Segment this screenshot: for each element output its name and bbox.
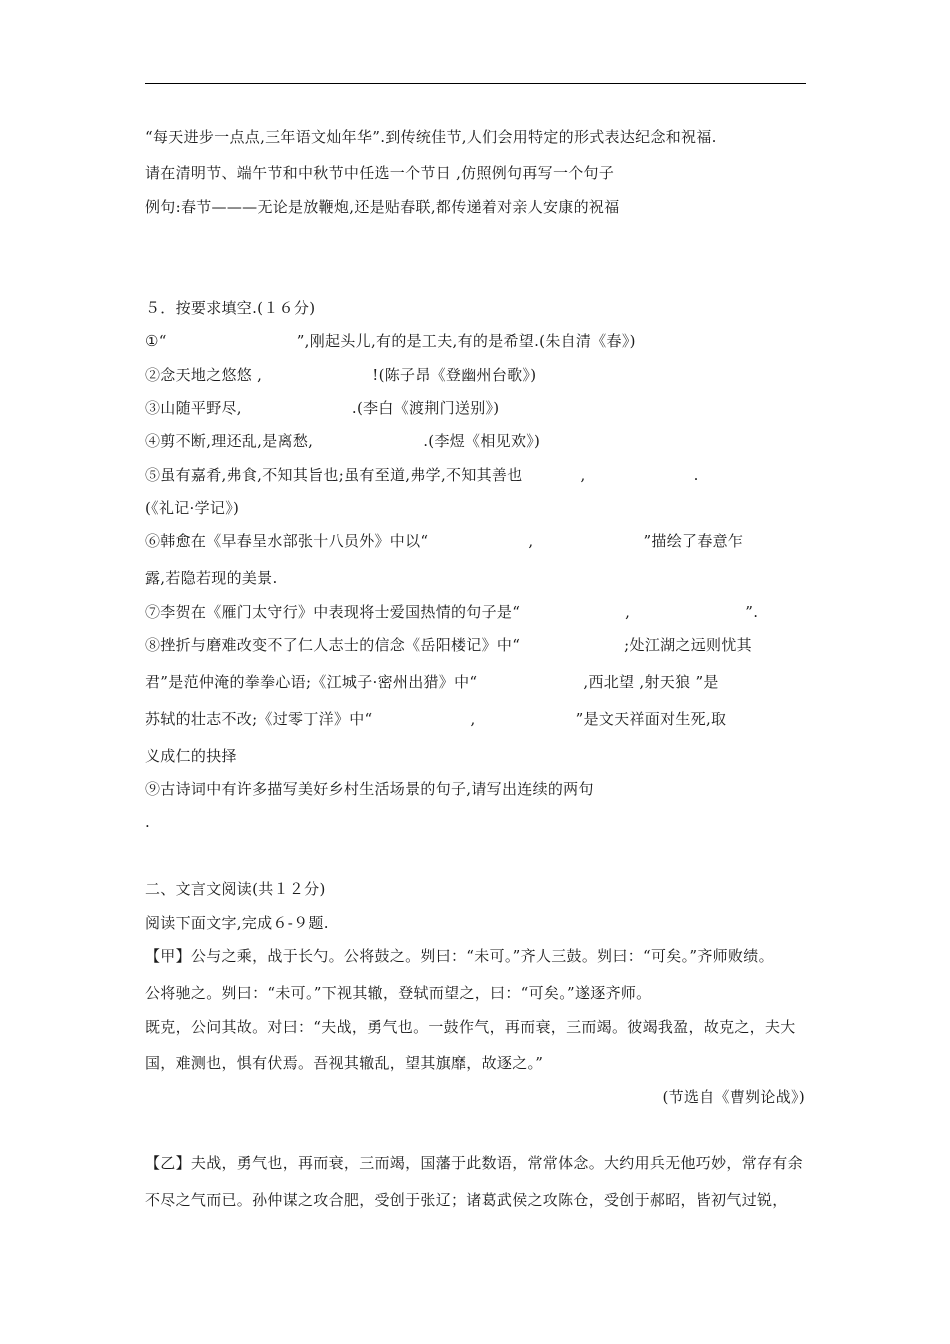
intro-line-1: “每天进步一点点,三年语文灿年华”.到传统佳节,人们会用特定的形式表达纪念和祝福.: [145, 128, 717, 146]
intro-line-2: 请在清明节、端午节和中秋节中任选一个节日 ,仿照例句再写一个句子: [145, 164, 615, 182]
passage-jia-line-1: 【甲】公与之乘，战于长勺。公将鼓之。刿曰：“未可。”齐人三鼓。刿曰：“可矣。”齐师败绩。: [145, 947, 774, 965]
q5-item-8-line-4: 义成仁的抉择: [145, 747, 237, 765]
header-rule: [145, 83, 806, 84]
q5-item-5-source: (《礼记·学记》): [145, 499, 240, 517]
passage-yi-line-1: 【乙】夫战，勇气也，再而衰，三而竭，国藩于此数语，常常体念。大约用兵无他巧妙，常存有余: [145, 1154, 803, 1172]
q5-item-2: ②念天地之悠悠 , !(陈子昂《登幽州台歌》): [145, 366, 537, 384]
passage-jia-line-4: 国，难测也，惧有伏焉。吾视其辙乱，望其旗靡，故逐之。”: [145, 1054, 544, 1072]
q5-title: ５．按要求填空.(１６分): [145, 299, 316, 317]
q5-item-6: ⑥韩愈在《早春呈水部张十八员外》中以“ , ”描绘了春意乍: [145, 532, 744, 550]
passage-jia-line-2: 公将驰之。刿曰：“未可。”下视其辙，登轼而望之，曰：“可矣。”遂逐齐师。: [145, 984, 652, 1002]
q5-item-8-line-2: 君”是范仲淹的拳拳心语;《江城子·密州出猎》中“ ,西北望 ,射天狼 ”是: [145, 673, 719, 691]
q5-item-6-cont: 露,若隐若现的美景.: [145, 569, 278, 587]
q5-item-4: ④剪不断,理还乱,是离愁, .(李煜《相见欢》): [145, 432, 541, 450]
q5-item-8-line-3: 苏轼的壮志不改;《过零丁洋》中“ , ”是文天祥面对生死,取: [145, 710, 727, 728]
q5-item-3: ③山随平野尽, .(李白《渡荆门送别》): [145, 399, 500, 417]
passage-jia-source: (节选自《曹刿论战》): [662, 1088, 805, 1106]
section-2-title: 二、文言文阅读(共１２分): [145, 880, 326, 898]
passage-jia-line-3: 既克，公问其故。对曰：“夫战，勇气也。一鼓作气，再而衰，三而竭。彼竭我盈，故克之，夫大: [145, 1018, 796, 1036]
section-2-instruction: 阅读下面文字,完成６-９题.: [145, 914, 329, 932]
q5-item-9: ⑨古诗词中有许多描写美好乡村生活场景的句子,请写出连续的两句: [145, 780, 594, 798]
intro-line-3: 例句:春节———无论是放鞭炮,还是贴春联,都传递着对亲人安康的祝福: [145, 198, 620, 216]
passage-yi-line-2: 不尽之气而已。孙仲谋之攻合肥，受创于张辽；诸葛武侯之攻陈仓，受创于郝昭，皆初气过锐，: [145, 1191, 788, 1209]
q5-item-5: ⑤虽有嘉肴,弗食,不知其旨也;虽有至道,弗学,不知其善也 , .: [145, 466, 699, 484]
q5-item-1: ①“ ”,刚起头儿,有的是工夫,有的是希望.(朱自清《春》): [145, 332, 636, 350]
q5-item-8-line-1: ⑧挫折与磨难改变不了仁人志士的信念《岳阳楼记》中“ ;处江湖之远则忧其: [145, 636, 752, 654]
q5-item-7: ⑦李贺在《雁门太守行》中表现将士爱国热情的句子是“ , ”.: [145, 603, 759, 621]
q5-item-9-blank: .: [145, 813, 151, 831]
